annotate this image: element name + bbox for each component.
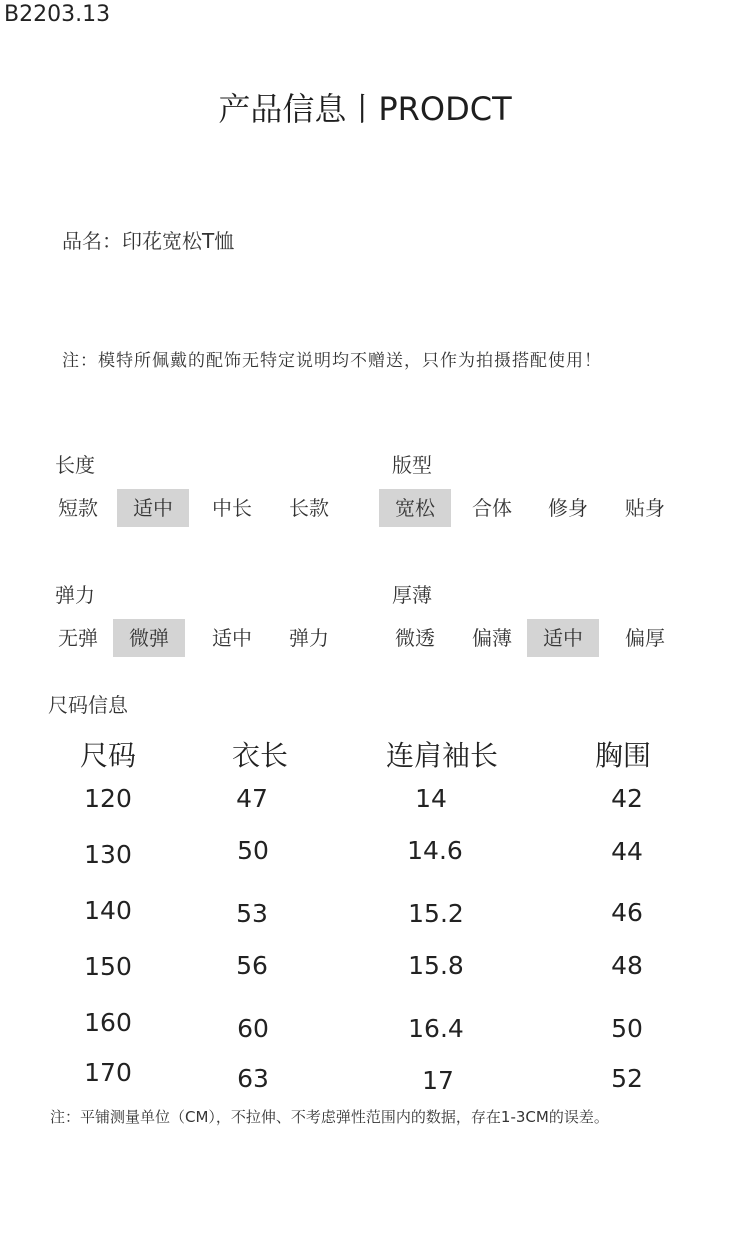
table-cell: 17 xyxy=(422,1066,454,1095)
table-cell: 170 xyxy=(84,1058,132,1087)
product-code: B2203.13 xyxy=(4,2,111,27)
table-cell: 150 xyxy=(84,952,132,981)
attr-option: 偏厚 xyxy=(625,626,665,650)
table-cell: 63 xyxy=(237,1064,269,1093)
attr-option: 合体 xyxy=(472,496,512,520)
attr-option: 适中 xyxy=(212,626,252,650)
attr-option: 中长 xyxy=(212,496,252,520)
table-cell: 120 xyxy=(84,784,132,813)
table-cell: 14 xyxy=(415,784,447,813)
accessory-note: 注：模特所佩戴的配饰无特定说明均不赠送，只作为拍摄搭配使用！ xyxy=(62,351,602,371)
table-cell: 48 xyxy=(611,951,643,980)
table-cell: 15.8 xyxy=(408,951,464,980)
attr-option-selected: 适中 xyxy=(527,619,599,657)
attr-option: 短款 xyxy=(58,496,98,520)
attr-option: 长款 xyxy=(289,496,329,520)
table-cell: 50 xyxy=(237,836,269,865)
table-cell: 140 xyxy=(84,896,132,925)
attr-option: 贴身 xyxy=(625,496,665,520)
table-header: 尺码 xyxy=(79,739,136,772)
table-cell: 16.4 xyxy=(408,1014,464,1043)
table-cell: 130 xyxy=(84,840,132,869)
attr-label-fit: 版型 xyxy=(392,453,432,477)
measurement-note: 注：平铺测量单位（CM），不拉伸、不考虑弹性范围内的数据，存在1-3CM的误差。 xyxy=(50,1108,609,1126)
attr-option-selected: 适中 xyxy=(117,489,189,527)
attr-option: 修身 xyxy=(548,496,588,520)
table-cell: 44 xyxy=(611,837,643,866)
table-cell: 56 xyxy=(236,951,268,980)
table-header: 衣长 xyxy=(231,739,288,772)
table-cell: 50 xyxy=(611,1014,643,1043)
product-name: 品名：印花宽松T恤 xyxy=(62,229,235,253)
attr-label-length: 长度 xyxy=(55,453,95,477)
size-section-label: 尺码信息 xyxy=(48,693,128,717)
attr-label-stretch: 弹力 xyxy=(55,583,95,607)
attr-option: 无弹 xyxy=(58,626,98,650)
attr-option-selected: 微弹 xyxy=(113,619,185,657)
table-cell: 42 xyxy=(611,784,643,813)
attr-option: 偏薄 xyxy=(472,626,512,650)
table-cell: 53 xyxy=(236,899,268,928)
table-cell: 15.2 xyxy=(408,899,464,928)
table-cell: 14.6 xyxy=(407,836,463,865)
table-header: 胸围 xyxy=(594,739,651,772)
attr-option: 微透 xyxy=(395,626,435,650)
page-title: 产品信息丨PRODCT xyxy=(218,90,512,128)
table-cell: 160 xyxy=(84,1008,132,1037)
attr-option: 弹力 xyxy=(289,626,329,650)
table-cell: 52 xyxy=(611,1064,643,1093)
table-cell: 60 xyxy=(237,1014,269,1043)
table-cell: 46 xyxy=(611,898,643,927)
attr-label-thickness: 厚薄 xyxy=(392,583,432,607)
table-header: 连肩袖长 xyxy=(385,739,498,772)
attr-option-selected: 宽松 xyxy=(379,489,451,527)
table-cell: 47 xyxy=(236,784,268,813)
